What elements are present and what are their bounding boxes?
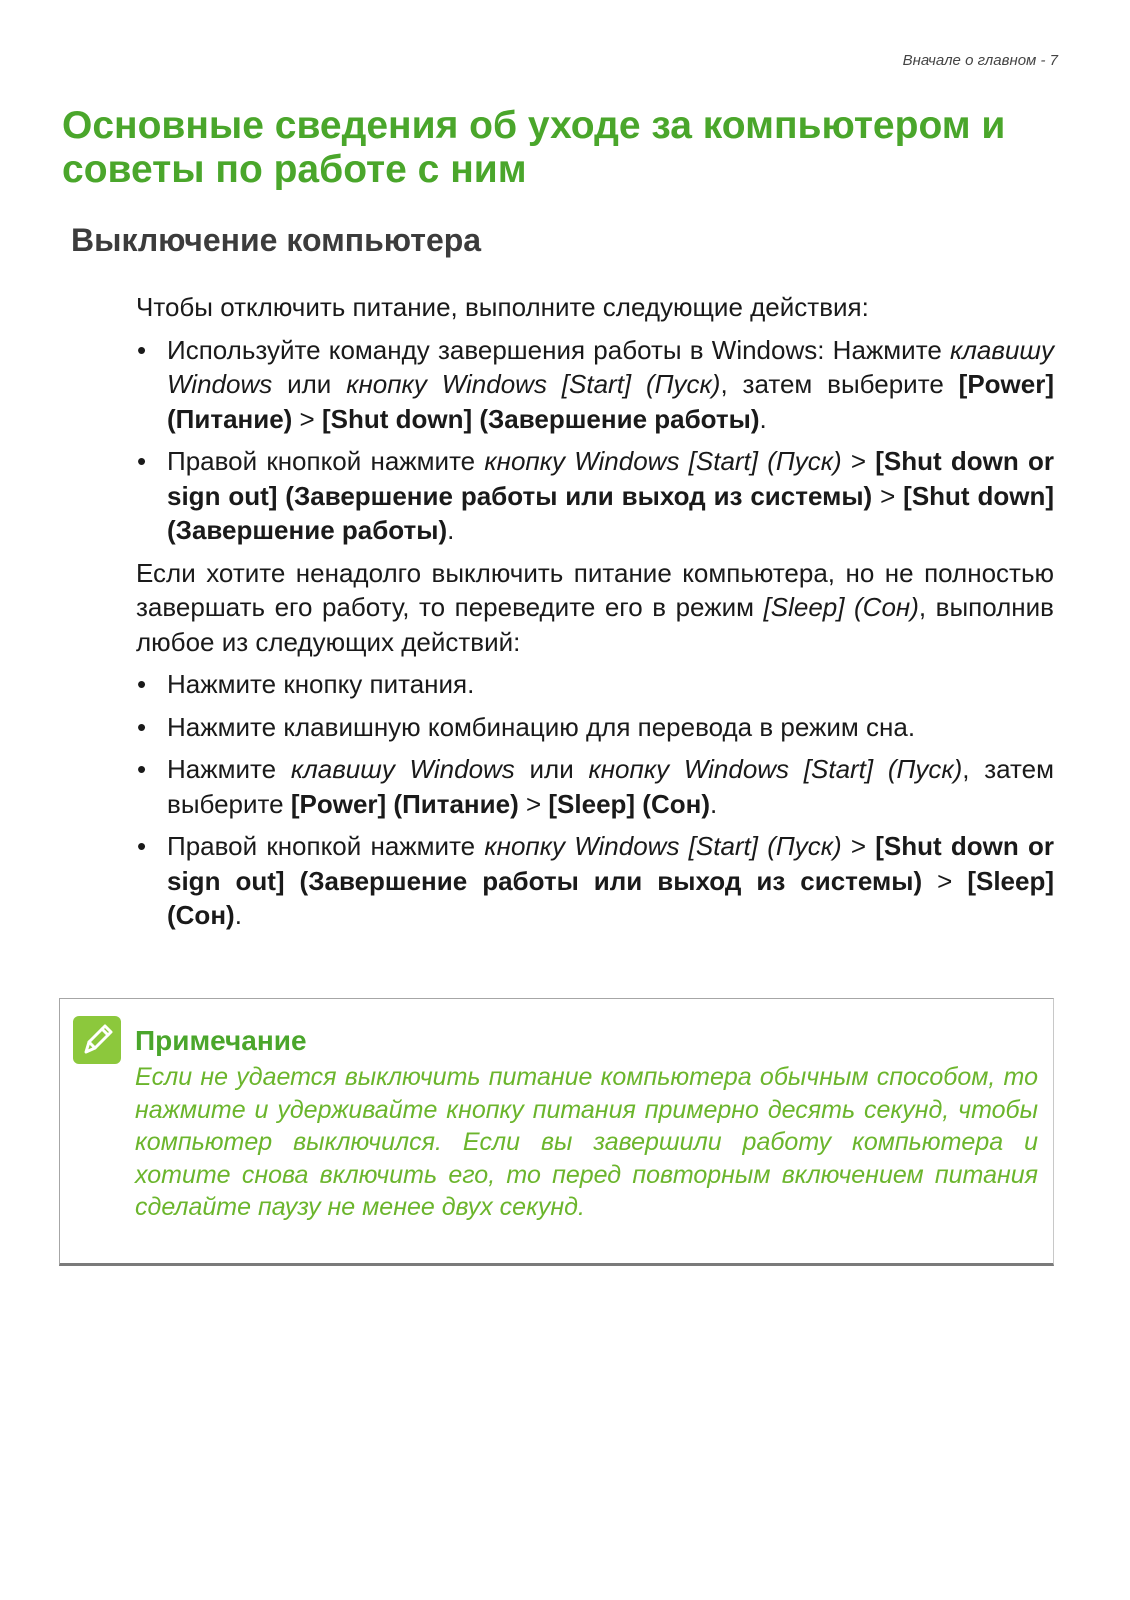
text: или — [272, 369, 347, 399]
text: [Power] (Питание) — [290, 788, 519, 819]
text: [Sleep] (Сон) — [167, 865, 1054, 930]
text: Правой кнопкой нажмите — [167, 446, 485, 476]
text: > — [922, 865, 968, 896]
list-item: • Нажмите клавишную комбинацию для перевода в режим сна. — [136, 710, 1054, 745]
sleep-list — [136, 667, 1054, 933]
text: кнопку Windows [Start] (Пуск) — [588, 754, 963, 784]
text: [Shut down] (Завершение работы) — [321, 403, 760, 434]
text: Если хотите ненадолго выключить питание компьютера, но не полностью завершать его работу, то переведите его в режим — [136, 557, 1054, 622]
chapter-title: Основные сведения об уходе за компьютером и советы по работе с ним — [62, 104, 1006, 191]
shutdown-list — [136, 333, 1054, 548]
list-item — [136, 829, 1054, 933]
text: > — [872, 480, 904, 511]
text: , выполнив любое из следующих действий: — [136, 592, 1054, 657]
text: Нажмите — [167, 754, 291, 784]
list-item: • Нажмите кнопку питания. — [136, 667, 1054, 702]
list-item — [136, 752, 1054, 821]
text: > — [518, 788, 549, 819]
text: , затем выберите — [720, 369, 959, 399]
section-title: Выключение компьютера — [71, 222, 482, 258]
text: кнопку Windows [Start] (Пуск) — [484, 831, 842, 861]
shutdown-intro: Чтобы отключить питание, выполните следующие действия: — [136, 292, 869, 322]
text: Правой кнопкой нажмите — [167, 831, 485, 861]
sleep-intro — [136, 556, 1054, 660]
text: [Shut down] (Завершение работы) — [167, 480, 1054, 545]
text: [Shut down or sign out] (Завершение работы или выход из системы) — [167, 831, 1054, 896]
text: [Shut down or sign out] (Завершение работы или выход из системы) — [167, 446, 1054, 511]
text: клавишу Windows — [167, 334, 1054, 399]
text: Используйте команду завершения работы в Windows: Нажмите — [167, 334, 950, 365]
text: , затем выберите — [167, 754, 1054, 819]
text: > — [841, 446, 876, 476]
text: . — [759, 403, 767, 434]
note-box — [59, 998, 1054, 1266]
note-text: Если не удается выключить питание компьютера обычным способом, то нажмите и удерживайте кнопку питания примерно десять секунд, чтобы компьютер выключился. Если вы завершили работу компьютера и хотите снова включить его, то перед повторным включением питания сделайте паузу не менее двух секунд. — [135, 1063, 1038, 1222]
text: [Power] (Питание) — [167, 369, 1054, 434]
note-title: Примечание — [135, 1025, 307, 1056]
text: . — [234, 900, 242, 930]
pencil-icon — [73, 1016, 121, 1064]
text: > — [841, 831, 876, 861]
text: или — [514, 754, 589, 784]
text: [Sleep] (Сон) — [548, 788, 710, 819]
list-item — [136, 444, 1054, 548]
text: . — [447, 515, 455, 545]
text: клавишу Windows — [290, 754, 515, 784]
list-item — [136, 333, 1054, 437]
running-header: Вначале о главном - 7 — [902, 52, 1058, 69]
text: кнопку Windows [Start] (Пуск) — [346, 369, 721, 399]
text: > — [292, 403, 322, 434]
text: кнопку Windows [Start] (Пуск) — [484, 446, 842, 476]
body-content — [136, 290, 1054, 941]
text: . — [709, 788, 718, 819]
text: [Sleep] (Сон) — [763, 592, 919, 622]
